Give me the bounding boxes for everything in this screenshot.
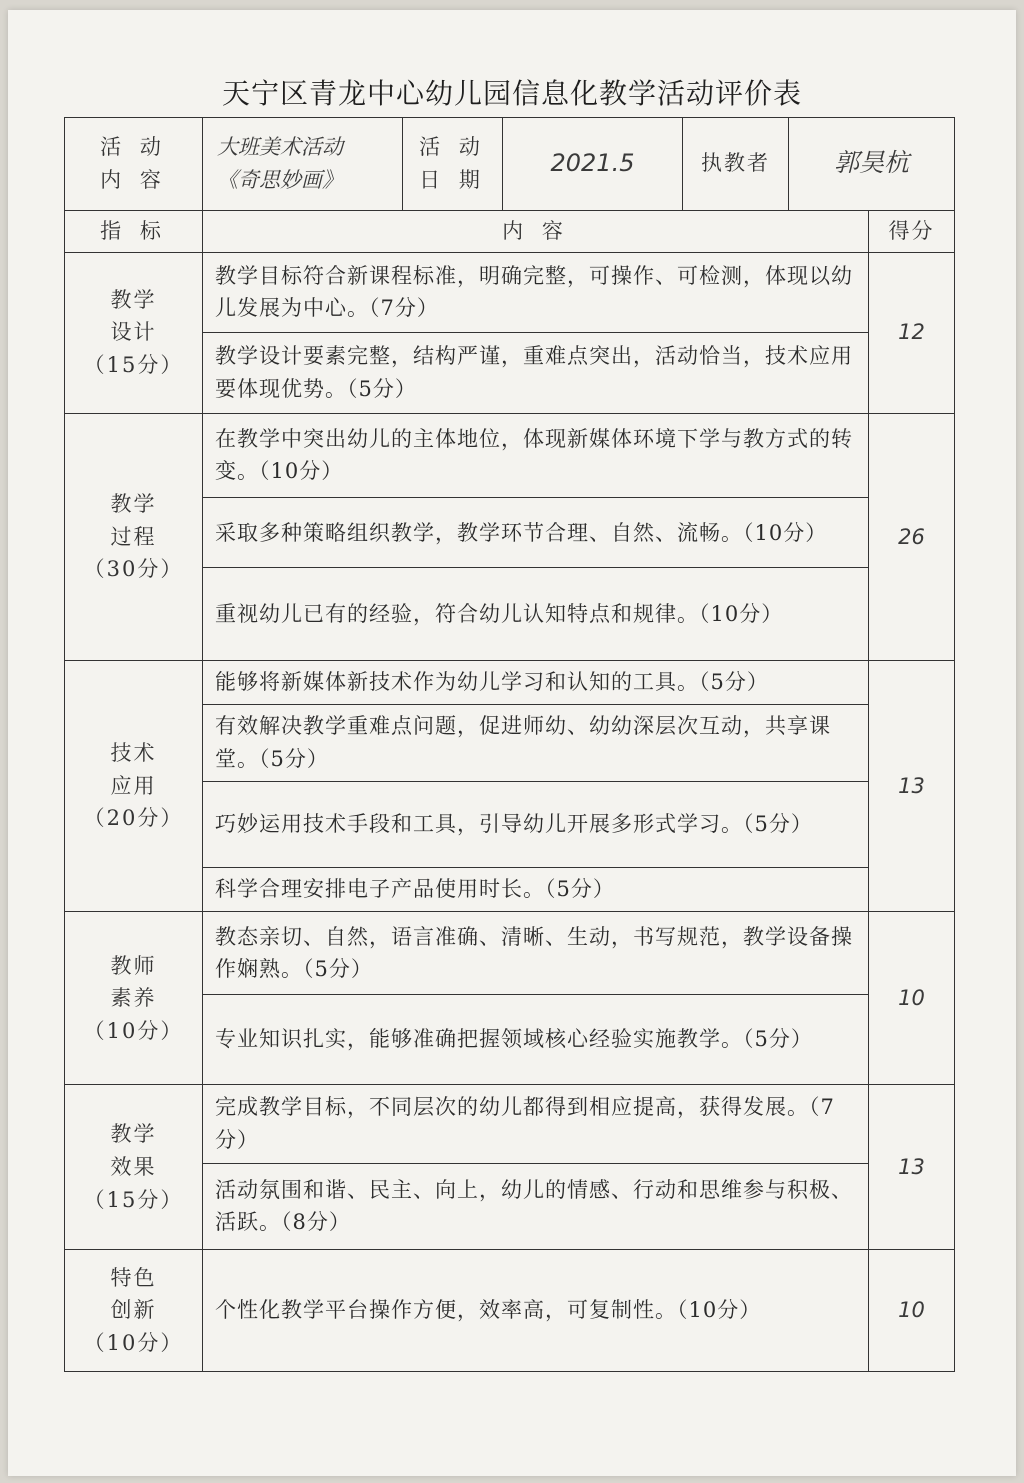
section-score: 10 — [869, 1250, 955, 1372]
criterion: 巧妙运用技术手段和工具，引导幼儿开展多形式学习。（5分） — [203, 781, 869, 867]
section-row — [65, 1085, 955, 1163]
section-name: 教学 过程 （30分） — [65, 413, 203, 660]
info-row — [65, 118, 955, 211]
evaluation-table — [64, 117, 955, 1372]
section-row — [65, 661, 955, 705]
section-score: 10 — [869, 912, 955, 1085]
criterion: 在教学中突出幼儿的主体地位，体现新媒体环境下学与教方式的转变。（10分） — [203, 413, 869, 497]
content-label: 活 动 内 容 — [65, 118, 203, 211]
criterion: 专业知识扎实，能够准确把握领域核心经验实施教学。（5分） — [203, 994, 869, 1085]
section-score: 12 — [869, 252, 955, 413]
section-name: 特色 创新 （10分） — [65, 1250, 203, 1372]
header-content: 内 容 — [203, 210, 869, 252]
section-name: 技术 应用 （20分） — [65, 661, 203, 912]
criterion: 完成教学目标，不同层次的幼儿都得到相应提高，获得发展。（7分） — [203, 1085, 869, 1163]
evaluation-form-paper — [8, 10, 1016, 1476]
criterion: 教学设计要素完整，结构严谨，重难点突出，活动恰当，技术应用要体现优势。（5分） — [203, 333, 869, 413]
teacher-label: 执教者 — [683, 118, 789, 211]
criterion: 采取多种策略组织教学，教学环节合理、自然、流畅。（10分） — [203, 498, 869, 568]
section-score: 26 — [869, 413, 955, 660]
header-indicator: 指 标 — [65, 210, 203, 252]
form-title: 天宁区青龙中心幼儿园信息化教学活动评价表 — [221, 77, 802, 110]
date-value: 2021.5 — [503, 118, 683, 211]
teacher-value: 郭昊杭 — [789, 118, 955, 211]
criterion: 科学合理安排电子产品使用时长。（5分） — [203, 868, 869, 912]
section-row — [65, 252, 955, 332]
section-name: 教学 效果 （15分） — [65, 1085, 203, 1250]
section-score: 13 — [869, 661, 955, 912]
criterion: 重视幼儿已有的经验，符合幼儿认知特点和规律。（10分） — [203, 568, 869, 661]
criterion: 活动氛围和谐、民主、向上，幼儿的情感、行动和思维参与积极、活跃。（8分） — [203, 1163, 869, 1249]
section-score: 13 — [869, 1085, 955, 1250]
section-row — [65, 413, 955, 497]
criterion: 教态亲切、自然，语言准确、清晰、生动，书写规范，教学设备操作娴熟。（5分） — [203, 912, 869, 994]
section-row — [65, 1250, 955, 1372]
date-label: 活 动 日 期 — [403, 118, 503, 211]
header-row — [65, 210, 955, 252]
header-score: 得分 — [869, 210, 955, 252]
section-name: 教学 设计 （15分） — [65, 252, 203, 413]
criterion: 个性化教学平台操作方便，效率高，可复制性。（10分） — [203, 1250, 869, 1372]
content-value: 大班美术活动 《奇思妙画》 — [203, 118, 403, 211]
criterion: 有效解决教学重难点问题，促进师幼、幼幼深层次互动，共享课堂。（5分） — [203, 705, 869, 781]
criterion: 能够将新媒体新技术作为幼儿学习和认知的工具。（5分） — [203, 661, 869, 705]
section-row — [65, 912, 955, 994]
criterion: 教学目标符合新课程标准，明确完整，可操作、可检测，体现以幼儿发展为中心。（7分） — [203, 252, 869, 332]
section-name: 教师 素养 （10分） — [65, 912, 203, 1085]
